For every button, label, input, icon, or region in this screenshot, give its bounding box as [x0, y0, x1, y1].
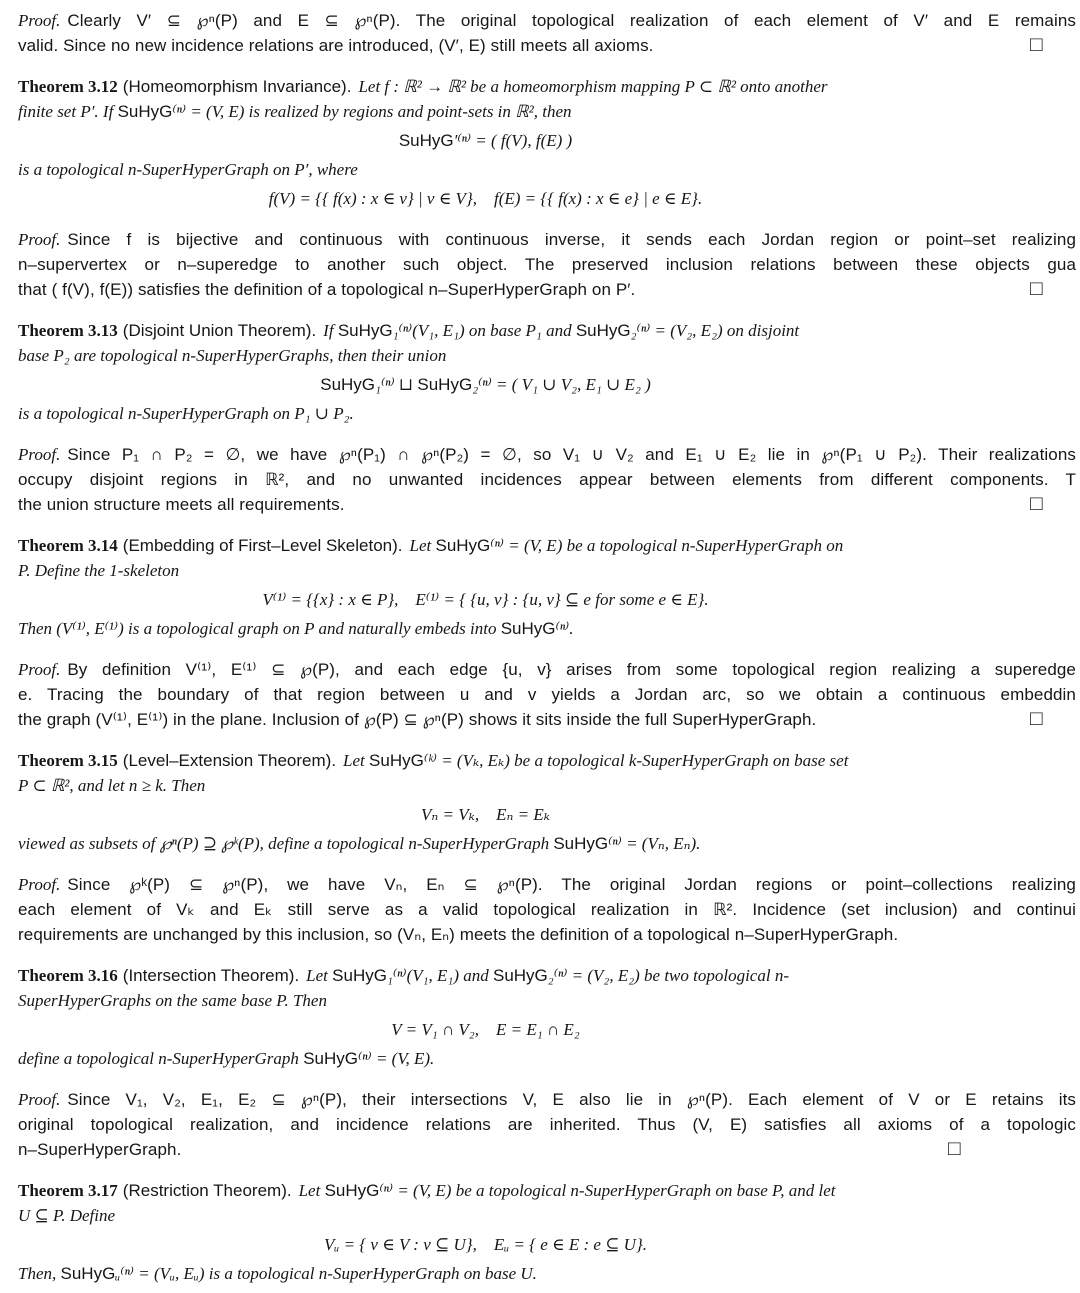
display-equation: SuHyG′⁽ⁿ⁾ = ( f(V), f(E) ) [398, 131, 573, 150]
theorem-statement: Let f : ℝ² → ℝ² be a homeomorphism mapping P ⊂ ℝ² onto another [358, 77, 828, 96]
proof-3-13 [18, 442, 1080, 517]
proof-text: Since f is bijective and continuous with continuous inverse, it sends each Jordan region or point–set realizing [67, 230, 1076, 249]
proof-3-11 [18, 8, 1080, 58]
proof-line: requirements are unchanged by this inclusion, so (Vₙ, Eₙ) meets the definition of a topological n–SuperHyperGraph. [18, 925, 899, 944]
theorem-number: Theorem 3.12 [18, 77, 118, 96]
theorem-statement: define a topological n-SuperHyperGraph SuHyG⁽ⁿ⁾ = (V, E). [18, 1049, 435, 1068]
theorem-number: Theorem 3.16 [18, 966, 118, 985]
theorem-statement: P. Define the 1-skeleton [18, 561, 180, 580]
proof-line: each element of Vₖ and Eₖ still serve as a valid topological realization in ℝ². Incidence (set inclusion) and continui [18, 900, 1076, 919]
proof-label: Proof. [18, 1090, 61, 1109]
theorem-statement: Let SuHyG₁⁽ⁿ⁾(V₁, E₁) and SuHyG₂⁽ⁿ⁾ = (V₂, E₂) be two topological n- [306, 966, 789, 985]
theorem-statement: base P₂ are topological n-SuperHyperGraphs, then their union [18, 346, 447, 365]
proof-line [18, 492, 1076, 517]
proof-text: the union structure meets all requirements. [18, 495, 345, 514]
theorem-statement: Then (V⁽¹⁾, E⁽¹⁾) is a topological graph on P and naturally embeds into SuHyG⁽ⁿ⁾. [18, 619, 574, 638]
proof-text: Since V₁, V₂, E₁, E₂ ⊆ ℘ⁿ(P), their intersections V, E also lie in ℘ⁿ(P). Each element of V or E retains its [67, 1090, 1076, 1109]
proof-text: that ( f(V), f(E)) satisfies the definition of a topological n–SuperHyperGraph on P′. [18, 280, 636, 299]
proof-label: Proof. [18, 230, 61, 249]
display-equation: Vᵤ = { v ∈ V : v ⊆ U}, Eᵤ = { e ∈ E : e ⊆ U}. [323, 1235, 648, 1254]
proof-line [18, 1137, 1076, 1162]
proof-line [18, 1087, 1076, 1112]
theorem-3-17 [18, 1178, 1080, 1286]
display-equation: V = V₁ ∩ V₂, E = E₁ ∩ E₂ [391, 1020, 580, 1039]
theorem-statement: is a topological n-SuperHyperGraph on P′, where [18, 160, 358, 179]
proof-label: Proof. [18, 11, 61, 30]
theorem-3-15 [18, 748, 1080, 856]
proof-line: e. Tracing the boundary of that region between u and v yields a Jordan arc, so we obtain a continuous embeddin [18, 685, 1076, 704]
theorem-statement: Let SuHyG⁽ᵏ⁾ = (Vₖ, Eₖ) be a topological k-SuperHyperGraph on base set [343, 751, 849, 770]
theorem-statement: Let SuHyG⁽ⁿ⁾ = (V, E) be a topological n-SuperHyperGraph on base P, and let [298, 1181, 836, 1200]
proof-text: the graph (V⁽¹⁾, E⁽¹⁾) in the plane. Inclusion of ℘(P) ⊆ ℘ⁿ(P) shows it sits inside the full SuperHyperGraph. [18, 710, 817, 729]
proof-line: original topological realization, and incidence relations are inherited. Thus (V, E) satisfies all axioms of a topologic [18, 1115, 1076, 1134]
proof-line: n–supervertex or n–superedge to another such object. The preserved inclusion relations between these objects gua [18, 255, 1076, 274]
theorem-title: (Level–Extension Theorem). [122, 751, 337, 770]
theorem-number: Theorem 3.17 [18, 1181, 118, 1200]
theorem-heading [18, 318, 1080, 343]
theorem-statement: If SuHyG₁⁽ⁿ⁾(V₁, E₁) on base P₁ and SuHyG₂⁽ⁿ⁾ = (V₂, E₂) on disjoint [323, 321, 800, 340]
proof-line [18, 442, 1076, 467]
proof-line [18, 707, 1076, 732]
theorem-statement: finite set P′. If SuHyG⁽ⁿ⁾ = (V, E) is realized by regions and point-sets in ℝ², then [18, 102, 572, 121]
display-equation: f(V) = {{ f(x) : x ∈ v} | v ∈ V}, f(E) = {{ f(x) : x ∈ e} | e ∈ E}. [268, 189, 703, 208]
theorem-title: (Homeomorphism Invariance). [122, 77, 352, 96]
proof-text: Clearly V′ ⊆ ℘ⁿ(P) and E ⊆ ℘ⁿ(P). The original topological realization of each element of V′ and E remains [67, 11, 1076, 30]
theorem-statement: P ⊂ ℝ², and let n ≥ k. Then [18, 776, 206, 795]
proof-3-15 [18, 872, 1080, 947]
proof-text: valid. Since no new incidence relations are introduced, (V′, E) still meets all axioms. [18, 36, 654, 55]
qed-box-icon: □ [948, 1137, 961, 1160]
theorem-statement: is a topological n-SuperHyperGraph on P₁ ∪ P₂. [18, 404, 354, 423]
theorem-title: (Embedding of First–Level Skeleton). [122, 536, 403, 555]
proof-line [18, 657, 1076, 682]
proof-line [18, 872, 1076, 897]
theorem-heading [18, 1178, 1080, 1203]
theorem-title: (Disjoint Union Theorem). [122, 321, 317, 340]
proof-3-14 [18, 657, 1080, 732]
proof-3-12 [18, 227, 1080, 302]
display-equation: SuHyG₁⁽ⁿ⁾ ⊔ SuHyG₂⁽ⁿ⁾ = ( V₁ ∪ V₂, E₁ ∪ E₂ ) [320, 375, 651, 394]
display-equation: Vₙ = Vₖ, Eₙ = Eₖ [421, 805, 550, 824]
theorem-statement: Then, SuHyGᵤ⁽ⁿ⁾ = (Vᵤ, Eᵤ) is a topological n-SuperHyperGraph on base U. [18, 1264, 537, 1283]
display-equation: V⁽¹⁾ = {{x} : x ∈ P}, E⁽¹⁾ = { {u, v} : {u, v} ⊆ e for some e ∈ E}. [262, 590, 709, 609]
proof-3-16 [18, 1087, 1080, 1162]
proof-line: occupy disjoint regions in ℝ², and no unwanted incidences appear between elements from different components. T [18, 470, 1076, 489]
theorem-heading [18, 533, 1080, 558]
proof-line [18, 33, 1076, 58]
qed-box-icon: □ [1030, 33, 1043, 56]
proof-label: Proof. [18, 875, 61, 894]
proof-text: n–SuperHyperGraph. [18, 1140, 182, 1159]
theorem-heading [18, 74, 1080, 99]
theorem-heading [18, 963, 1080, 988]
proof-text: Since P₁ ∩ P₂ = ∅, we have ℘ⁿ(P₁) ∩ ℘ⁿ(P₂) = ∅, so V₁ ∪ V₂ and E₁ ∪ E₂ lie in ℘ⁿ(P₁ ∪ P₂). Their realizations [67, 445, 1076, 464]
theorem-3-14 [18, 533, 1080, 641]
theorem-number: Theorem 3.15 [18, 751, 118, 770]
proof-label: Proof. [18, 445, 61, 464]
proof-line [18, 227, 1076, 252]
theorem-statement: Let SuHyG⁽ⁿ⁾ = (V, E) be a topological n-SuperHyperGraph on [409, 536, 844, 555]
theorem-number: Theorem 3.14 [18, 536, 118, 555]
proof-text: By definition V⁽¹⁾, E⁽¹⁾ ⊆ ℘(P), and each edge {u, v} arises from some topological region realizing a superedge [67, 660, 1076, 679]
proof-label: Proof. [18, 660, 61, 679]
proof-text: Since ℘ᵏ(P) ⊆ ℘ⁿ(P), we have Vₙ, Eₙ ⊆ ℘ⁿ(P). The original Jordan regions or point–collections realizing [67, 875, 1076, 894]
theorem-title: (Intersection Theorem). [122, 966, 300, 985]
theorem-statement: viewed as subsets of ℘ⁿ(P) ⊇ ℘ᵏ(P), define a topological n-SuperHyperGraph SuHyG⁽ⁿ⁾ = (Vₙ, Eₙ). [18, 834, 701, 853]
theorem-3-12 [18, 74, 1080, 211]
theorem-title: (Restriction Theorem). [122, 1181, 292, 1200]
proof-line [18, 277, 1076, 302]
theorem-statement: U ⊆ P. Define [18, 1206, 116, 1225]
theorem-3-13 [18, 318, 1080, 426]
theorem-3-16 [18, 963, 1080, 1071]
theorem-heading [18, 748, 1080, 773]
proof-line [18, 8, 1076, 33]
qed-box-icon: □ [1030, 707, 1043, 730]
qed-box-icon: □ [1030, 277, 1043, 300]
theorem-statement: SuperHyperGraphs on the same base P. Then [18, 991, 327, 1010]
qed-box-icon: □ [1030, 492, 1043, 515]
theorem-number: Theorem 3.13 [18, 321, 118, 340]
